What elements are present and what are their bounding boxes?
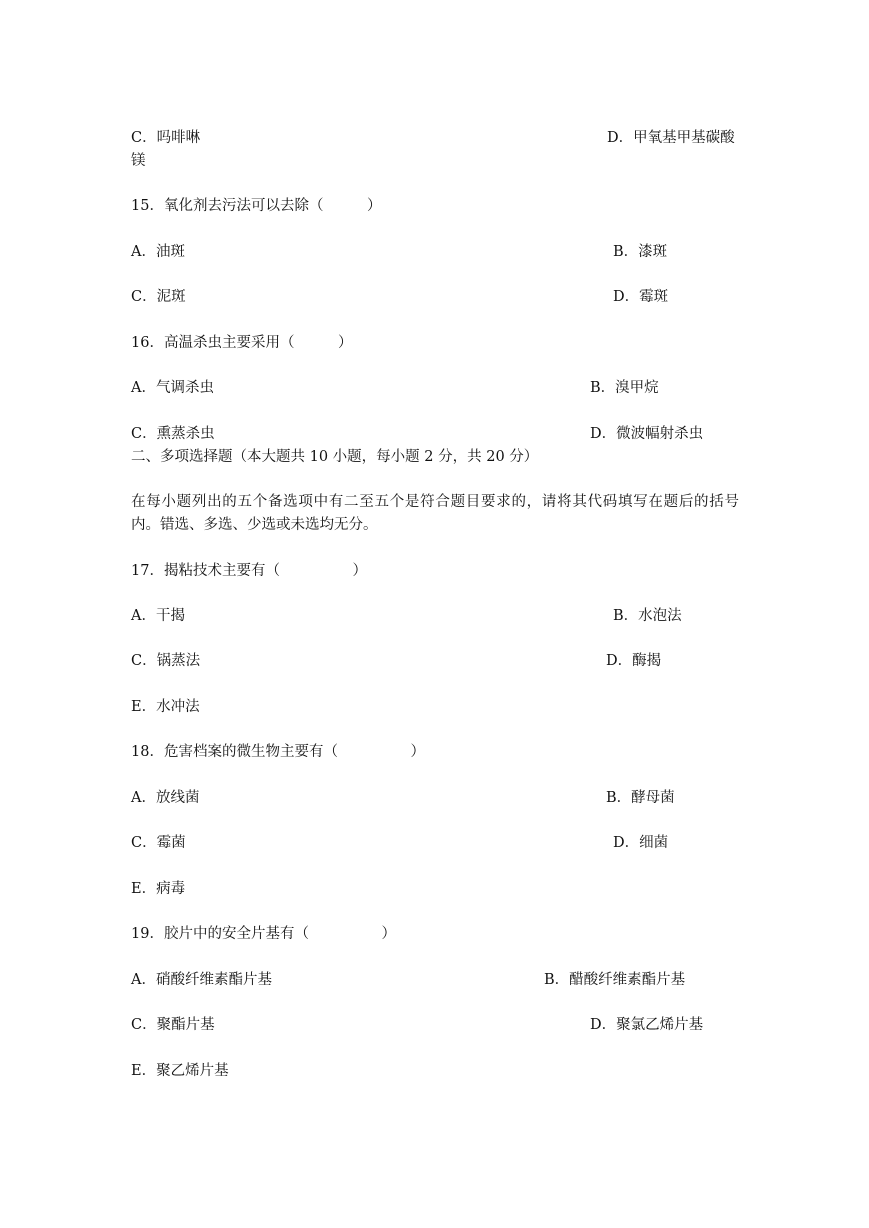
q17-stem: 17．揭粘技术主要有（ ） xyxy=(131,563,367,579)
q18-option-d: D．细菌 xyxy=(613,835,669,851)
q17-option-d: D．酶揭 xyxy=(606,653,662,669)
q18-option-c: C．霉菌 xyxy=(131,835,186,851)
q14-option-d: D．甲氧基甲基碳酸 xyxy=(607,130,735,146)
q17-option-b: B．水泡法 xyxy=(613,608,682,624)
section-instructions: 在每小题列出的五个备选项中有二至五个是符合题目要求的，请将其代码填写在题后的括号内。错选、多选、少选或未选均无分。 xyxy=(131,494,739,533)
q19-option-a: A．硝酸纤维素酯片基 xyxy=(131,972,272,988)
q19-stem: 19．胶片中的安全片基有（ ） xyxy=(131,926,396,942)
q15-option-d: D．霉斑 xyxy=(613,289,669,305)
q17-option-e: E．水冲法 xyxy=(131,699,200,715)
q18-option-b: B．酵母菌 xyxy=(606,790,675,806)
q14-option-d-wrap: 镁 xyxy=(131,153,146,169)
q16-option-a: A．气调杀虫 xyxy=(131,380,214,396)
q19-option-b: B．醋酸纤维素酯片基 xyxy=(544,972,686,988)
q18-stem: 18．危害档案的微生物主要有（ ） xyxy=(131,744,425,760)
q14-option-c: C．吗啡啉 xyxy=(131,130,201,146)
q16-stem: 16．高温杀虫主要采用（ ） xyxy=(131,335,353,351)
q16-option-b: B．溴甲烷 xyxy=(590,380,659,396)
q18-option-e: E．病毒 xyxy=(131,881,186,897)
q15-option-a: A．油斑 xyxy=(131,244,185,260)
q17-option-a: A．干揭 xyxy=(131,608,185,624)
q19-option-e: E．聚乙烯片基 xyxy=(131,1063,229,1079)
q19-option-c: C．聚酯片基 xyxy=(131,1017,215,1033)
q18-option-a: A．放线菌 xyxy=(131,790,200,806)
q17-option-c: C．锅蒸法 xyxy=(131,653,201,669)
q15-option-c: C．泥斑 xyxy=(131,289,186,305)
q16-option-c: C．熏蒸杀虫 xyxy=(131,426,215,442)
section-heading: 二、多项选择题（本大题共 10 小题，每小题 2 分，共 20 分） xyxy=(131,449,539,465)
q16-option-d: D．微波幅射杀虫 xyxy=(590,426,704,442)
q15-stem: 15．氧化剂去污法可以去除（ ） xyxy=(131,198,382,214)
q15-option-b: B．漆斑 xyxy=(613,244,668,260)
q19-option-d: D．聚氯乙烯片基 xyxy=(590,1017,704,1033)
